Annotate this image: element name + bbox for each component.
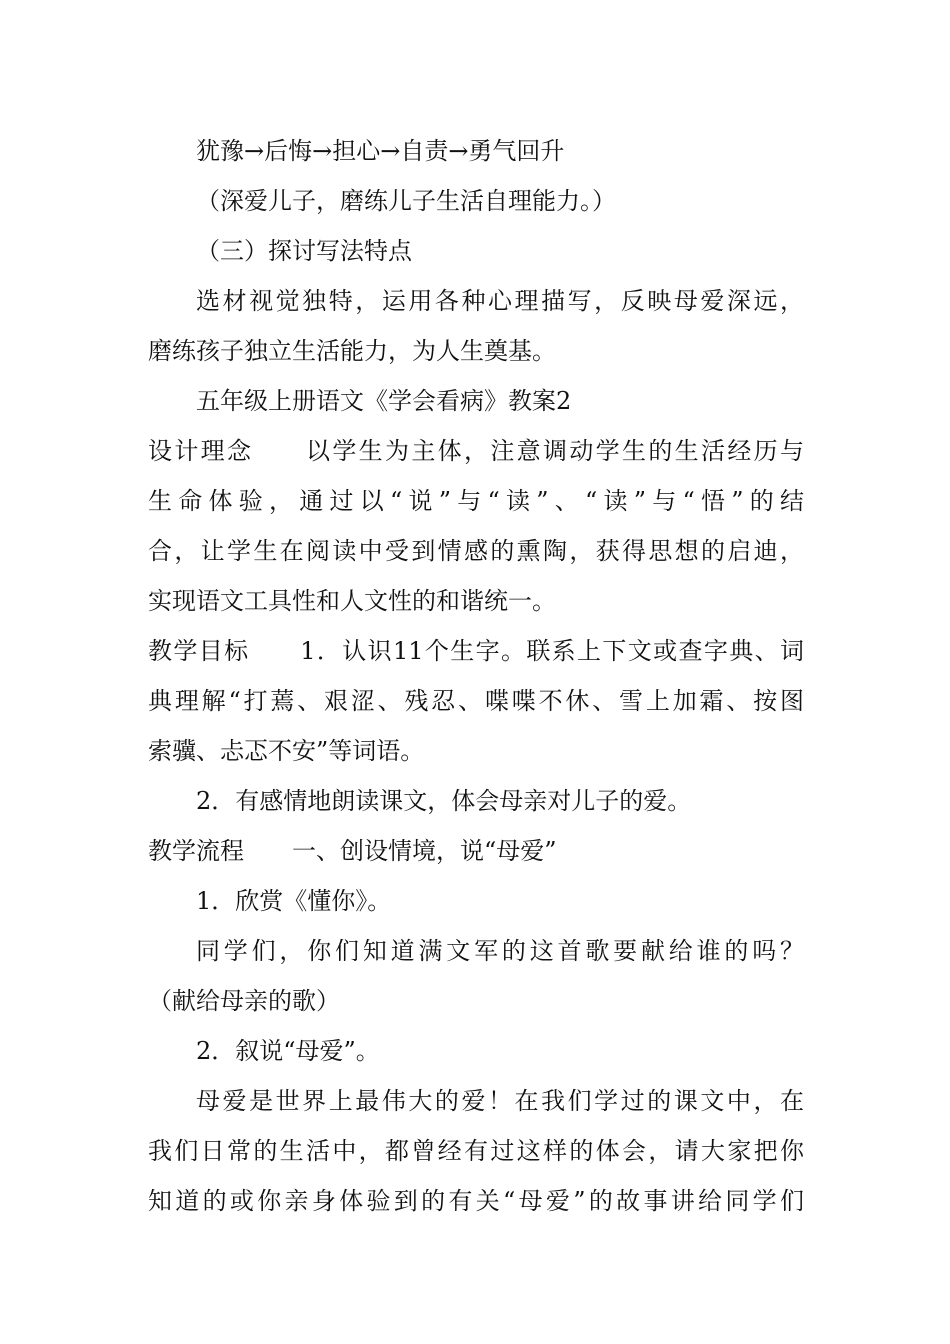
text-line: 知道的或你亲身体验到的有关“母爱”的故事讲给同学们 [148, 1187, 804, 1215]
text-line: （深爱儿子，磨练儿子生活自理能力。） [196, 187, 616, 215]
document-title: 五年级上册语文《学会看病》教案2 [196, 387, 572, 415]
section-heading: （三）探讨写法特点 [196, 237, 412, 265]
text-line: 我们日常的生活中，都曾经有过这样的体会，请大家把你 [148, 1137, 804, 1165]
text-line: 母爱是世界上最伟大的爱！在我们学过的课文中，在 [196, 1087, 804, 1115]
text-line: 教学流程 一、创设情境，说“母爱” [148, 837, 557, 865]
text-line: 合，让学生在阅读中受到情感的熏陶，获得思想的启迪， [148, 537, 804, 565]
text-line: 2．有感情地朗读课文，体会母亲对儿子的爱。 [196, 787, 692, 815]
text-line: 1．欣赏《懂你》。 [196, 887, 392, 915]
text-line: 选材视觉独特，运用各种心理描写，反映母爱深远， [196, 287, 804, 315]
text-line: 实现语文工具性和人文性的和谐统一。 [148, 587, 556, 615]
text-line: 教学目标 1．认识11个生字。联系上下文或查字典、词 [148, 637, 804, 665]
text-line: 2．叙说“母爱”。 [196, 1037, 380, 1065]
text-line: 同学们，你们知道满文军的这首歌要献给谁的吗？ [196, 937, 804, 965]
text-line: 索骥、忐忑不安”等词语。 [148, 737, 425, 765]
text-line: 设计理念 以学生为主体，注意调动学生的生活经历与 [148, 437, 804, 465]
text-line: 磨练孩子独立生活能力，为人生奠基。 [148, 337, 556, 365]
text-line: 生命体验，通过以“说”与“读”、“读”与“悟”的结 [148, 487, 804, 515]
text-line: （献给母亲的歌） [148, 987, 340, 1015]
text-line: 犹豫→后悔→担心→自责→勇气回升 [196, 137, 565, 165]
text-line: 典理解“打蔫、艰涩、残忍、喋喋不休、雪上加霜、按图 [148, 687, 804, 715]
